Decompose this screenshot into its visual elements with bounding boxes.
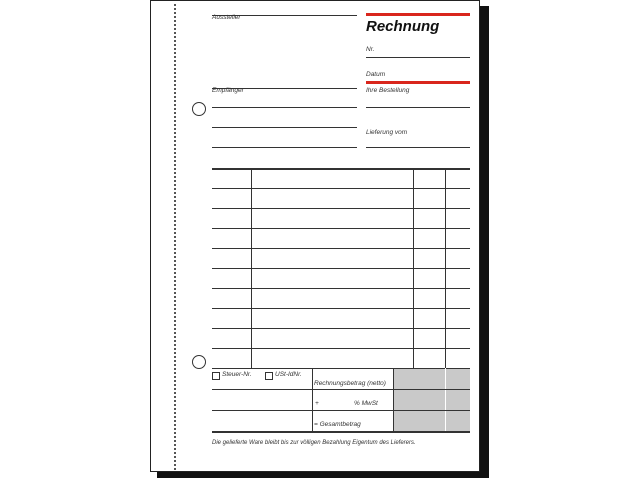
issuer-top-line	[212, 15, 357, 16]
totals-left-divider	[312, 368, 313, 431]
punch-hole-bottom	[192, 355, 206, 369]
date-accent-bar	[366, 81, 470, 84]
order-line[interactable]	[366, 107, 470, 108]
tax-number-label: Steuer-Nr.	[222, 371, 252, 378]
recipient-label: Empfänger	[212, 87, 244, 94]
invoice-number-line[interactable]	[366, 57, 470, 58]
recipient-line-1[interactable]	[212, 107, 357, 108]
order-label: Ihre Bestellung	[366, 87, 410, 94]
totals-cents-divider	[445, 368, 446, 431]
totals-row-line	[212, 389, 470, 390]
perforation-line	[174, 4, 176, 470]
date-label: Datum	[366, 71, 386, 78]
vat-label: % MwSt	[354, 400, 378, 407]
table-col-divider	[445, 168, 446, 368]
punch-hole-top	[192, 102, 206, 116]
totals-amount-divider	[393, 368, 394, 431]
title-accent-bar	[366, 13, 470, 16]
vat-id-label: USt-IdNr.	[275, 371, 302, 378]
issuer-label: Aussteller	[212, 14, 241, 21]
retention-of-title-note: Die gelieferte Ware bleibt bis zur völligen Bezahlung Eigentum des Lieferers.	[212, 440, 416, 446]
delivery-date-line[interactable]	[366, 147, 470, 148]
shaded-amount-cells	[393, 369, 470, 431]
plus-sign: +	[315, 400, 319, 407]
delivery-date-label: Lieferung vom	[366, 129, 408, 136]
totals-bottom-border	[212, 431, 470, 433]
totals-row-line	[212, 410, 470, 411]
recipient-top-line	[212, 88, 357, 89]
invoice-number-label: Nr.	[366, 46, 375, 53]
table-col-divider	[251, 168, 252, 368]
net-amount-label: Rechnungsbetrag (netto)	[314, 380, 386, 387]
document-title: Rechnung	[366, 18, 440, 35]
total-amount-label: = Gesamtbetrag	[314, 421, 361, 428]
tax-number-checkbox[interactable]	[212, 372, 220, 380]
table-col-divider	[413, 168, 414, 368]
recipient-line-2[interactable]	[212, 127, 357, 128]
recipient-line-3[interactable]	[212, 147, 357, 148]
vat-id-checkbox[interactable]	[265, 372, 273, 380]
